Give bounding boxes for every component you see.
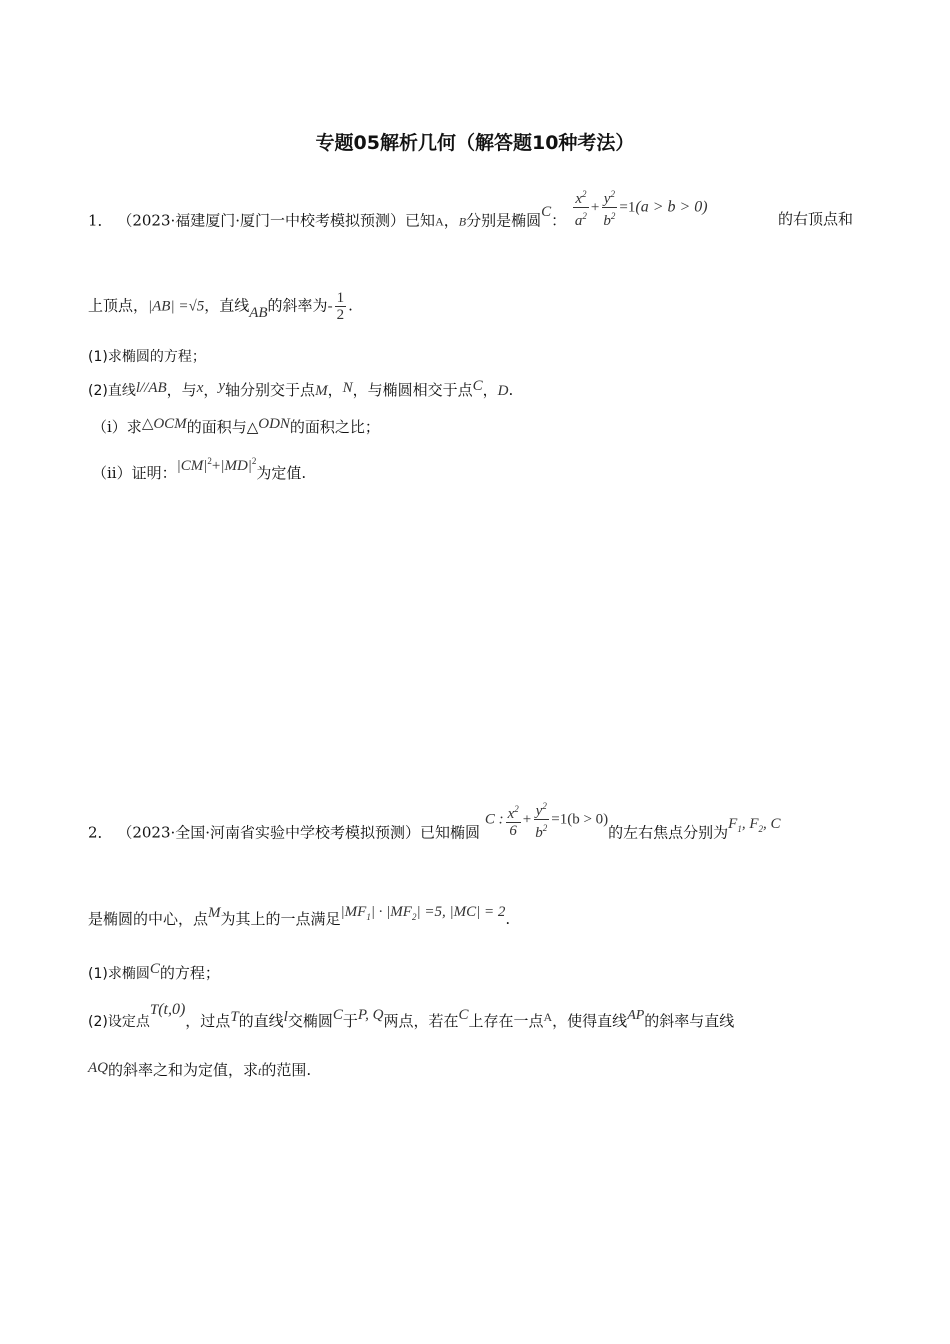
- problem-1-line-1: 1． （2023·福建厦门·厦门一中校考模拟预测）已知A，B分别是椭圆C： $\frac{x^2}{a^2}$ + $\frac{y^2}{b^2}$ =1(a > b > 0): [88, 200, 868, 243]
- abs-ab: |AB| =√5: [148, 298, 205, 315]
- problem-2-part-2-cont: AQ的斜率之和为定值，求t的范围.: [88, 1060, 312, 1079]
- problem-2-part-1: (1)求椭圆C的方程；: [88, 961, 220, 982]
- ellipse-equation: $\frac{x^2}{a^2}$ + $\frac{y^2}{b^2}$ =1(a > b > 0): [571, 186, 708, 229]
- ellipse-equation: C : $\frac{x^2}{6}$ + $\frac{y^2}{b^2}$ =1(b > 0): [485, 798, 608, 841]
- problem-1-line-2: 上顶点，|AB| =√5，直线AB的斜率为- $\frac{1}{2}$ .: [88, 290, 353, 323]
- problem-source: （2023·福建厦门·厦门一中校考模拟预测）: [117, 211, 406, 230]
- page-title: 专题05解析几何（解答题10种考法）: [315, 132, 635, 154]
- problem-2-line-1: 2． （2023·全国·河南省实验中学校考模拟预测）已知椭圆 C : $\frac{x^2}{6}$ + $\frac{y^2}{b^2}$ =1(b > 0)的左右焦点分别为$F_1$, $F_2$, C: [88, 812, 868, 855]
- problem-1-part-2: (2)直线l//AB，与x，y轴分别交于点M，N，与椭圆相交于点C，D.: [88, 378, 514, 399]
- problem-1-subpart-i: （i）求△OCM的面积与△ODN的面积之比；: [92, 416, 380, 436]
- problem-2-line-2: 是椭圆的中心，点M为其上的一点满足$|MF_1| \cdot |MF_2| =5$, |MC| = 2.: [88, 904, 511, 928]
- problem-1-part-1: (1)求椭圆的方程；: [88, 349, 206, 365]
- problem-number: 1．: [88, 211, 113, 230]
- foci: $F_1$, $F_2$, C: [728, 815, 781, 834]
- condition: $|MF_1| \cdot |MF_2| =5$, |MC| = 2: [340, 904, 506, 922]
- problem-2-part-2: (2)设定点T(t,0)，过点T的直线l交椭圆C于P, Q两点，若在C上存在一点$^A$，使得直线AP的斜率与直线: [88, 1001, 735, 1030]
- problem-1-subpart-ii: （ii）证明：$|CM|^2+|MD|^2$为定值.: [92, 456, 307, 482]
- slope-fraction: $\frac{1}{2}$: [336, 290, 345, 323]
- problem-number: 2．: [88, 823, 113, 842]
- problem-source: （2023·全国·河南省实验中学校考模拟预测）: [117, 823, 421, 842]
